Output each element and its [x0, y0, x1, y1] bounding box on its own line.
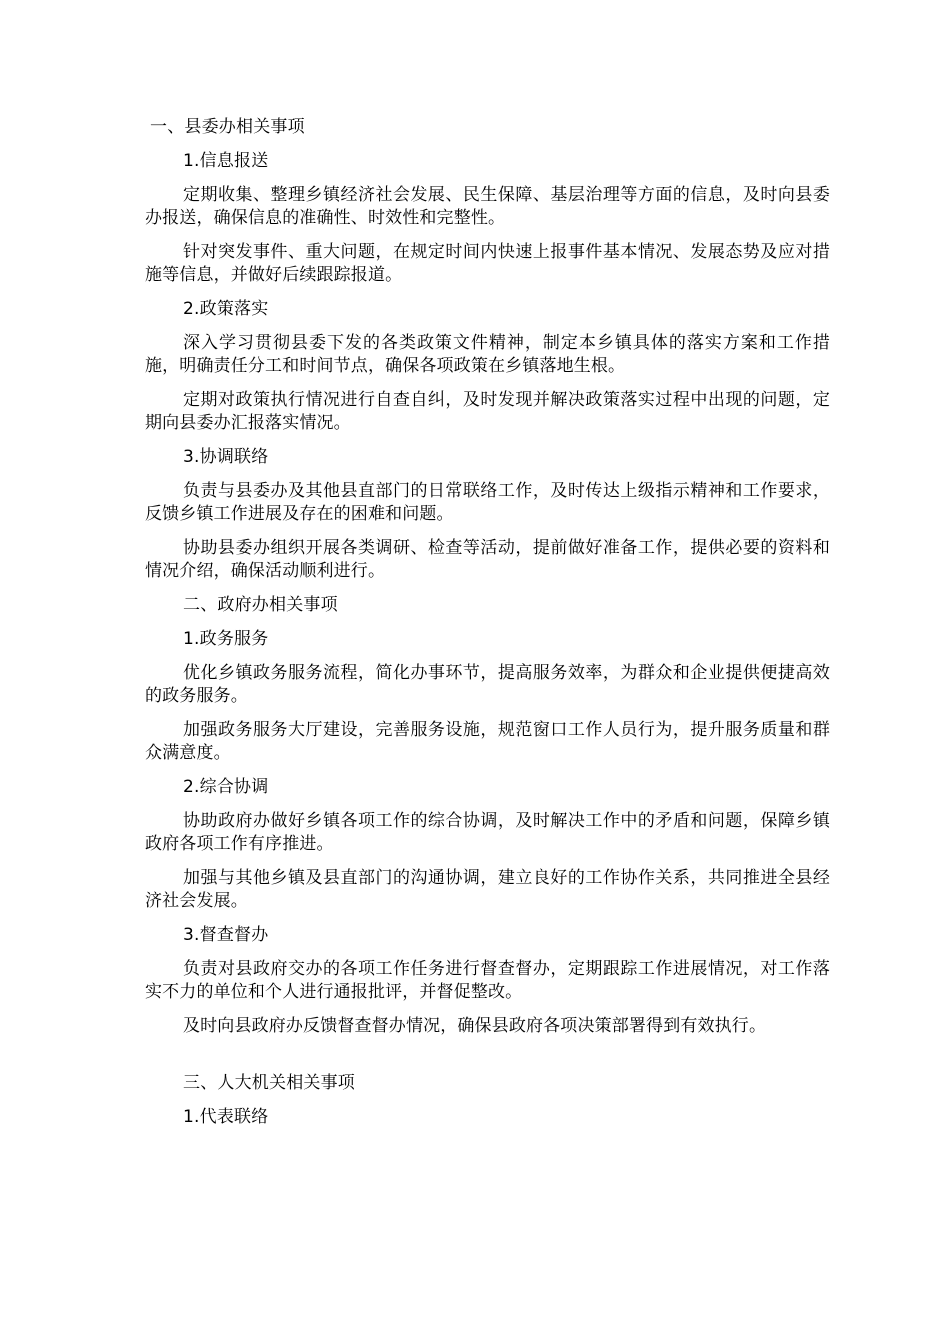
paragraph: 协助政府办做好乡镇各项工作的综合协调，及时解决工作中的矛盾和问题，保障乡镇政府各项工作有序推进。 — [145, 811, 830, 854]
paragraph: 针对突发事件、重大问题，在规定时间内快速上报事件基本情况、发展态势及应对措施等信息，并做好后续跟踪报道。 — [145, 242, 830, 285]
subheading-comprehensive-coordination: 2.综合协调 — [183, 777, 269, 797]
subheading-government-services: 1.政务服务 — [183, 629, 269, 649]
paragraph: 协助县委办组织开展各类调研、检查等活动，提前做好准备工作，提供必要的资料和情况介绍，确保活动顺利进行。 — [145, 538, 830, 581]
paragraph: 负责与县委办及其他县直部门的日常联络工作，及时传达上级指示精神和工作要求，反馈乡镇工作进展及存在的困难和问题。 — [145, 481, 830, 524]
paragraph: 负责对县政府交办的各项工作任务进行督查督办，定期跟踪工作进展情况，对工作落实不力的单位和个人进行通报批评，并督促整改。 — [145, 959, 830, 1002]
paragraph: 深入学习贯彻县委下发的各类政策文件精神，制定本乡镇具体的落实方案和工作措施，明确责任分工和时间节点，确保各项政策在乡镇落地生根。 — [145, 333, 830, 376]
subheading-deputy-liaison: 1.代表联络 — [183, 1107, 269, 1127]
subheading-supervision: 3.督查督办 — [183, 925, 269, 945]
subheading-info-reporting: 1.信息报送 — [183, 151, 269, 171]
subheading-policy-implementation: 2.政策落实 — [183, 299, 269, 319]
subheading-coordination-liaison: 3.协调联络 — [183, 447, 269, 467]
paragraph: 加强政务服务大厅建设，完善服务设施，规范窗口工作人员行为，提升服务质量和群众满意度。 — [145, 720, 830, 763]
section-heading-peoples-congress: 三、人大机关相关事项 — [183, 1073, 355, 1093]
paragraph: 加强与其他乡镇及县直部门的沟通协调，建立良好的工作协作关系，共同推进全县经济社会发展。 — [145, 868, 830, 911]
paragraph: 定期收集、整理乡镇经济社会发展、民生保障、基层治理等方面的信息，及时向县委办报送，确保信息的准确性、时效性和完整性。 — [145, 185, 830, 228]
paragraph: 优化乡镇政务服务流程，简化办事环节，提高服务效率，为群众和企业提供便捷高效的政务服务。 — [145, 663, 830, 706]
section-heading-government-office: 二、政府办相关事项 — [183, 595, 338, 615]
paragraph: 及时向县政府办反馈督查督办情况，确保县政府各项决策部署得到有效执行。 — [183, 1016, 767, 1036]
paragraph: 定期对政策执行情况进行自查自纠，及时发现并解决政策落实过程中出现的问题，定期向县委办汇报落实情况。 — [145, 390, 830, 433]
section-heading-county-committee: 一、县委办相关事项 — [150, 117, 305, 137]
